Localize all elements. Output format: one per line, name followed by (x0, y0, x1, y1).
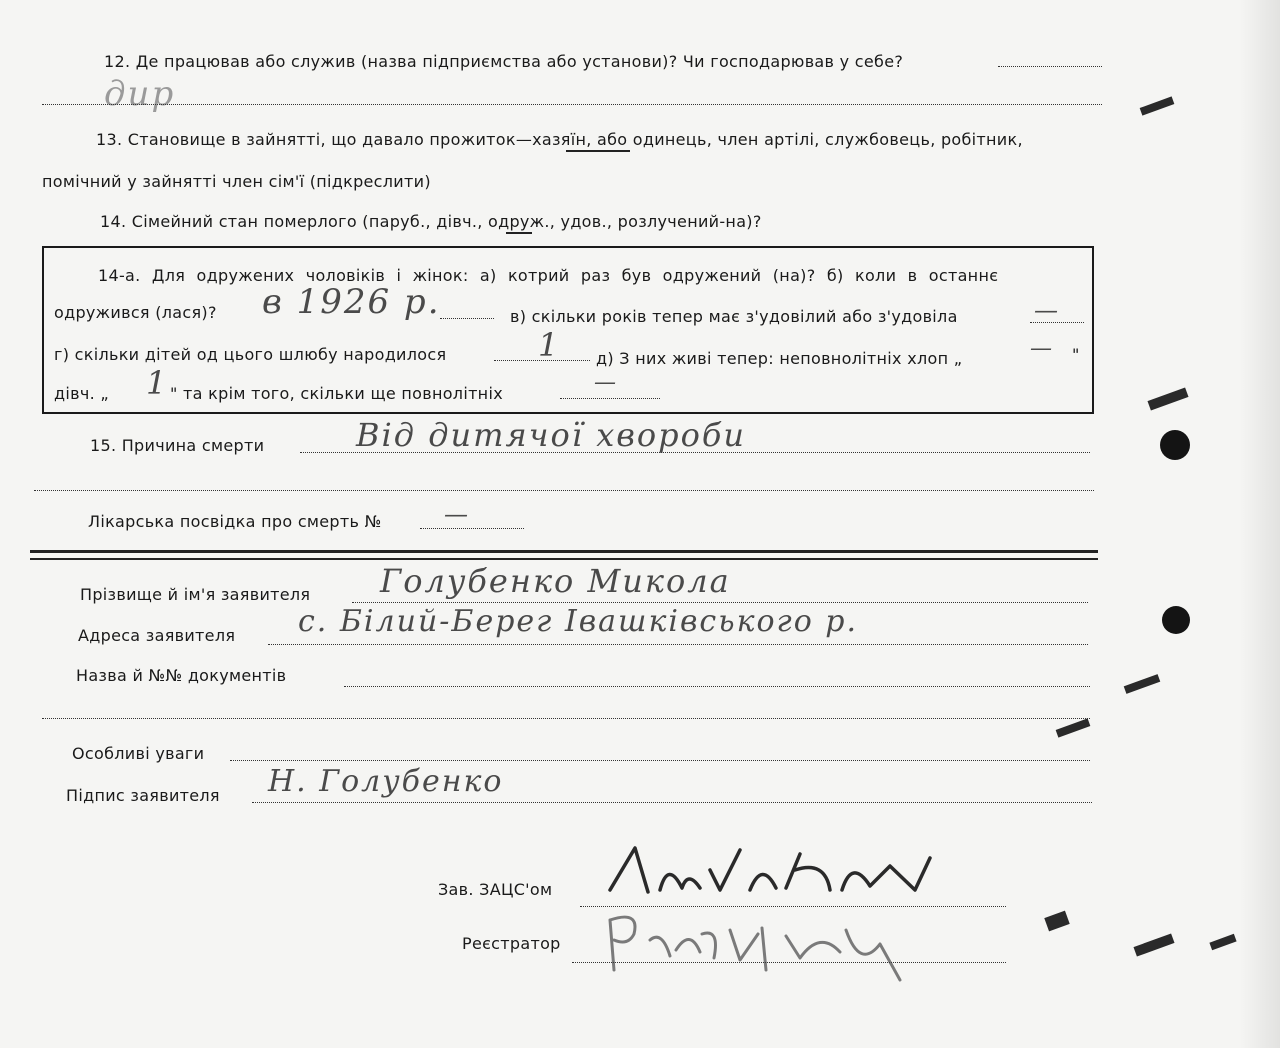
applicant-sign-value: Н. Голубенко (268, 764, 504, 799)
q14a-line4-answer: 1 (146, 364, 169, 402)
applicant-notes-fill (230, 760, 1090, 761)
med-fill (420, 528, 524, 529)
q14a-line2-a: одружився (лася)? (54, 303, 217, 322)
applicant-name-label: Прізвище й ім'я заявителя (80, 585, 311, 604)
q14a-line2-fill (440, 318, 494, 319)
q14a-line4-b: " та крім того, скільки ще повнолітніх (170, 384, 503, 403)
q14-underline (506, 232, 532, 234)
q13-label: 13. Становище в зайнятті, що давало прожиток—хазяїн, або одинець, член артілі, службовець, робітник, (96, 130, 1023, 149)
paper-tear (1147, 387, 1188, 410)
q14a-line1: 14-а. Для одружених чоловіків і жінок: а) котрий раз був одружений (на)? б) коли в останнє (98, 266, 999, 285)
separator-bottom (30, 558, 1098, 560)
applicant-sign-label: Підпис заявителя (66, 786, 220, 805)
q14a-line3-b: д) З них живі тепер: неповнолітніх хлоп „ (596, 349, 963, 368)
paper-tear (1044, 911, 1069, 932)
applicant-sign-fill (252, 802, 1092, 803)
q14a-line3-c: " (1072, 345, 1080, 364)
head-signature-icon (590, 830, 950, 910)
paper-tear (1209, 934, 1236, 950)
q12-answer: дир (104, 74, 176, 114)
q15-answer: Від дитячої хвороби (356, 416, 747, 454)
q12-label: 12. Де працював або служив (назва підприємства або установи)? Чи господарював у себе? (104, 52, 904, 71)
head-label: Зав. ЗАЦС'ом (438, 880, 553, 899)
q12-fill-line (998, 66, 1102, 67)
applicant-notes-label: Особливі уваги (72, 744, 205, 763)
q14-label: 14. Сімейний стан померлого (паруб., дівч., одруж., удов., розлучений-на)? (100, 212, 762, 231)
q15-fill-2 (34, 490, 1094, 491)
applicant-address-value: с. Білий-Берег Івашківського р. (298, 604, 859, 639)
applicant-name-fill (352, 602, 1088, 603)
separator-top (30, 550, 1098, 553)
applicant-docs-fill (344, 686, 1090, 687)
q15-label: 15. Причина смерти (90, 436, 265, 455)
registrar-signature-icon (590, 900, 930, 1000)
q14a-line4-a: дівч. „ (54, 384, 109, 403)
applicant-address-label: Адреса заявителя (78, 626, 236, 645)
med-answer: — (444, 500, 470, 528)
q14a-line4-fill (560, 398, 660, 399)
q12-answer-line (42, 104, 1102, 105)
paper-tear (1133, 933, 1174, 956)
binding-hole (1160, 430, 1190, 460)
applicant-address-fill (268, 644, 1088, 645)
q14a-line2-fill2 (1030, 322, 1084, 323)
paper-tear (1056, 718, 1091, 737)
med-label: Лікарська посвідка про смерть № (88, 512, 382, 531)
q13-underline-khaziain (566, 150, 630, 152)
paper-tear (1140, 96, 1175, 115)
q14a-line2-answer: в 1926 р. (262, 282, 441, 322)
q14a-line2-answer2: — (1034, 296, 1060, 324)
q14a-line3-answer2: — (1030, 336, 1054, 361)
q14a-line4-answer2: — (594, 370, 618, 395)
q14a-line3-answer: 1 (538, 326, 561, 364)
applicant-docs-label: Назва й №№ документів (76, 666, 287, 685)
registrar-fill (572, 962, 1006, 963)
paper-tear (1124, 674, 1161, 694)
page-edge-shadow (1240, 0, 1280, 1048)
applicant-name-value: Голубенко Микола (380, 562, 731, 600)
q14a-line2-b: в) скільки років тепер має з'удовілий або з'удовіла (510, 307, 958, 326)
q13-label-cont: помічний у зайнятті член сім'ї (підкреслити) (42, 172, 431, 191)
binding-hole (1162, 606, 1190, 634)
registrar-label: Реєстратор (462, 934, 561, 953)
applicant-docs-fill-2 (42, 718, 1090, 719)
q15-fill (300, 452, 1090, 453)
q14a-line3-a: г) скільки дітей од цього шлюбу народилося (54, 345, 447, 364)
